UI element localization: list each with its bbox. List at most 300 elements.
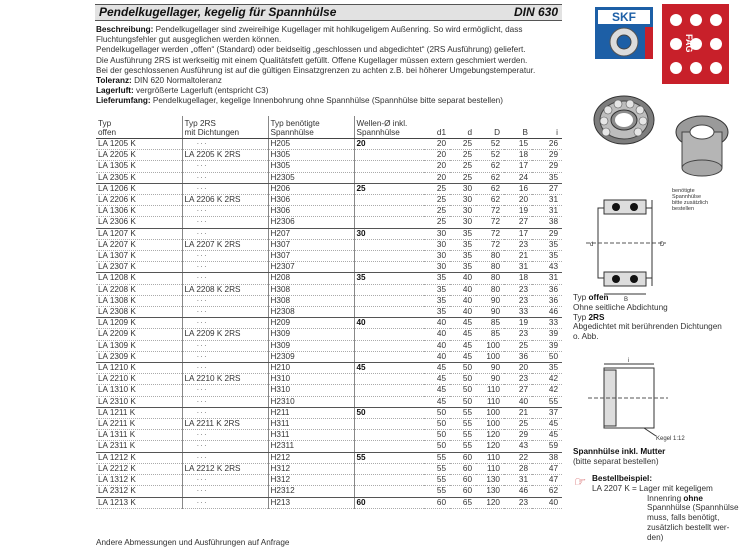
table-cell: 55 xyxy=(450,419,476,430)
table-cell: 25 xyxy=(450,139,476,150)
table-cell xyxy=(354,329,424,340)
table-cell: 36 xyxy=(532,295,562,306)
table-cell: H307 xyxy=(268,251,354,262)
description-line: Toleranz: DIN 620 Normaltoleranz xyxy=(96,76,222,86)
table-cell: 43 xyxy=(532,262,562,273)
table-cell: 18 xyxy=(504,273,532,284)
table-cell xyxy=(354,374,424,385)
table-cell: 45 xyxy=(424,396,450,407)
table-row xyxy=(96,195,562,206)
table-cell: 35 xyxy=(450,251,476,262)
table-cell: 38 xyxy=(532,217,562,228)
table-cell: 33 xyxy=(504,307,532,318)
table-cell: 22 xyxy=(504,452,532,463)
table-cell: 62 xyxy=(476,195,504,206)
table-cell: 30 xyxy=(424,228,450,239)
table-cell xyxy=(354,262,424,273)
table-cell: ··· xyxy=(182,318,268,329)
table-cell xyxy=(354,217,424,228)
page-title: Pendelkugellager, kegelig für Spannhülse xyxy=(99,5,337,19)
table-cell xyxy=(354,206,424,217)
table-row xyxy=(96,262,562,273)
table-cell: H2309 xyxy=(268,351,354,362)
table-cell xyxy=(354,396,424,407)
table-cell: 90 xyxy=(476,363,504,374)
table-cell: LA 1306 K xyxy=(96,206,182,217)
table-cell: 110 xyxy=(476,452,504,463)
table-cell: LA 2309 K xyxy=(96,351,182,362)
table-row xyxy=(96,486,562,497)
table-cell: ··· xyxy=(182,475,268,486)
table-cell: 24 xyxy=(504,172,532,183)
table-row xyxy=(96,329,562,340)
table-cell: 35 xyxy=(532,251,562,262)
table-cell: ··· xyxy=(182,228,268,239)
table-cell: 62 xyxy=(532,486,562,497)
table-cell: 21 xyxy=(504,407,532,418)
table-cell: ··· xyxy=(182,262,268,273)
table-cell: 40 xyxy=(450,273,476,284)
table-cell: 47 xyxy=(532,475,562,486)
table-row xyxy=(96,228,562,239)
table-cell: LA 1308 K xyxy=(96,295,182,306)
table-cell: 30 xyxy=(424,251,450,262)
table-cell: 40 xyxy=(450,307,476,318)
table-cell: 31 xyxy=(504,475,532,486)
table-cell: 50 xyxy=(450,363,476,374)
table-cell: 60 xyxy=(450,452,476,463)
table-cell: 20 xyxy=(424,139,450,150)
table-cell: ··· xyxy=(182,183,268,194)
table-cell: 29 xyxy=(504,430,532,441)
table-cell: LA 1307 K xyxy=(96,251,182,262)
table-cell: 25 xyxy=(450,150,476,161)
table-cell: H312 xyxy=(268,463,354,474)
table-cell: LA 1309 K xyxy=(96,340,182,351)
pointing-hand-icon: ☞ xyxy=(573,474,585,489)
table-cell: LA 2208 K xyxy=(96,284,182,295)
table-cell: 50 xyxy=(424,407,450,418)
table-row xyxy=(96,463,562,474)
bearing-cross-section-diagram xyxy=(580,186,736,302)
din-label: DIN 630 xyxy=(513,5,558,19)
table-cell: 28 xyxy=(504,463,532,474)
table-cell: 55 xyxy=(354,452,424,463)
table-cell: H209 xyxy=(268,318,354,329)
table-cell: 23 xyxy=(504,239,532,250)
table-cell: 50 xyxy=(424,441,450,452)
table-cell: 45 xyxy=(450,351,476,362)
table-cell: 46 xyxy=(504,486,532,497)
table-cell: 25 xyxy=(424,206,450,217)
table-cell: 50 xyxy=(450,374,476,385)
table-cell: LA 2305 K xyxy=(96,172,182,183)
table-cell: ··· xyxy=(182,139,268,150)
table-cell: LA 2212 K 2RS xyxy=(182,463,268,474)
table-cell: 20 xyxy=(504,363,532,374)
table-cell: LA 1213 K xyxy=(96,497,182,508)
table-cell: H213 xyxy=(268,497,354,508)
table-row xyxy=(96,239,562,250)
table-cell: ··· xyxy=(182,385,268,396)
table-cell: 42 xyxy=(532,374,562,385)
table-cell: 72 xyxy=(476,228,504,239)
table-cell: 20 xyxy=(354,139,424,150)
table-row xyxy=(96,441,562,452)
description-line: Bei der geschlossenen Ausführung ist auf die gültigen Einsatzgrenzen zu achten z.B. bei höherer Umgebungstemperatur. xyxy=(96,65,536,75)
table-cell: 90 xyxy=(476,374,504,385)
skf-logo: SKF xyxy=(612,10,636,24)
table-cell: 30 xyxy=(450,206,476,217)
table-cell xyxy=(354,161,424,172)
kegel-label: Kegel 1:12 xyxy=(656,436,685,442)
table-cell: ··· xyxy=(182,351,268,362)
table-row xyxy=(96,206,562,217)
table-cell: ··· xyxy=(182,452,268,463)
table-cell: 55 xyxy=(424,486,450,497)
table-cell: 36 xyxy=(504,351,532,362)
table-row xyxy=(96,497,562,508)
diagram-note-line2: Spannhülse xyxy=(672,194,702,200)
table-cell: 23 xyxy=(504,329,532,340)
table-cell: 30 xyxy=(424,262,450,273)
table-cell: 100 xyxy=(476,351,504,362)
table-cell: 47 xyxy=(532,463,562,474)
table-cell: 80 xyxy=(476,262,504,273)
table-header-row xyxy=(96,116,562,139)
table-cell: 50 xyxy=(450,396,476,407)
table-cell: 23 xyxy=(504,284,532,295)
table-cell: 80 xyxy=(476,284,504,295)
table-cell: LA 2311 K xyxy=(96,441,182,452)
fag-pattern xyxy=(670,14,722,74)
table-cell: 85 xyxy=(476,318,504,329)
table-cell xyxy=(354,172,424,183)
table-cell: 65 xyxy=(450,497,476,508)
diagram-note-line1: benötigte xyxy=(672,188,695,194)
table-cell: 60 xyxy=(450,486,476,497)
table-cell: ··· xyxy=(182,340,268,351)
table-row xyxy=(96,273,562,284)
table-cell: 40 xyxy=(532,497,562,508)
footer-note: Andere Abmessungen und Ausführungen auf Anfrage xyxy=(96,538,290,547)
table-cell xyxy=(354,430,424,441)
table-cell: 25 xyxy=(450,161,476,172)
table-cell: H2306 xyxy=(268,217,354,228)
table-cell: H308 xyxy=(268,295,354,306)
table-cell: H2310 xyxy=(268,396,354,407)
table-cell: ··· xyxy=(182,396,268,407)
table-cell: 72 xyxy=(476,239,504,250)
table-cell: 62 xyxy=(476,172,504,183)
table-cell: 45 xyxy=(532,430,562,441)
table-cell: H211 xyxy=(268,407,354,418)
order-example: Bestellbeispiel: LA 2207 K = Lager mit kegeligem Innenring ohne Spannhülse (Spannhülse muss, falls benötigt, zusätzlich bestellt wer- den) xyxy=(592,474,739,542)
table-cell: 110 xyxy=(476,396,504,407)
table-cell: ··· xyxy=(182,217,268,228)
table-cell: LA 1205 K xyxy=(96,139,182,150)
table-cell: H307 xyxy=(268,239,354,250)
table-cell: 55 xyxy=(424,463,450,474)
col-typ-2rs: Typ 2RS mit Dichtungen xyxy=(182,116,268,139)
table-cell: 40 xyxy=(424,340,450,351)
table-cell: ··· xyxy=(182,441,268,452)
table-cell: 40 xyxy=(354,318,424,329)
table-cell: 26 xyxy=(532,139,562,150)
table-cell: LA 2205 K xyxy=(96,150,182,161)
table-cell xyxy=(354,195,424,206)
table-cell: H207 xyxy=(268,228,354,239)
table-row xyxy=(96,295,562,306)
table-cell: ··· xyxy=(182,251,268,262)
table-cell: LA 1312 K xyxy=(96,475,182,486)
table-cell: 20 xyxy=(424,172,450,183)
table-cell xyxy=(354,307,424,318)
table-cell: 46 xyxy=(532,307,562,318)
table-cell: H206 xyxy=(268,183,354,194)
col-i: i xyxy=(532,116,562,139)
table-cell: 62 xyxy=(476,183,504,194)
table-cell: 33 xyxy=(532,318,562,329)
table-cell: 120 xyxy=(476,441,504,452)
table-cell: 40 xyxy=(450,295,476,306)
table-cell: 27 xyxy=(504,217,532,228)
bearing-table xyxy=(96,116,562,509)
table-row xyxy=(96,251,562,262)
table-cell: 55 xyxy=(450,407,476,418)
table-cell: H310 xyxy=(268,374,354,385)
col-B: B xyxy=(504,116,532,139)
table-cell: H306 xyxy=(268,195,354,206)
table-cell: 45 xyxy=(424,374,450,385)
table-cell: 130 xyxy=(476,486,504,497)
table-row xyxy=(96,150,562,161)
table-row xyxy=(96,430,562,441)
table-cell xyxy=(354,295,424,306)
table-cell: LA 2307 K xyxy=(96,262,182,273)
table-cell: H308 xyxy=(268,284,354,295)
table-cell: 31 xyxy=(532,195,562,206)
table-cell: H309 xyxy=(268,340,354,351)
table-cell: ··· xyxy=(182,161,268,172)
table-cell: LA 1212 K xyxy=(96,452,182,463)
table-cell: 30 xyxy=(450,217,476,228)
table-cell: LA 2312 K xyxy=(96,486,182,497)
table-cell: 20 xyxy=(424,161,450,172)
table-cell: 27 xyxy=(532,183,562,194)
table-row xyxy=(96,407,562,418)
table-cell: LA 1209 K xyxy=(96,318,182,329)
table-row xyxy=(96,161,562,172)
table-cell xyxy=(354,284,424,295)
table-cell: LA 2310 K xyxy=(96,396,182,407)
table-cell: 38 xyxy=(532,452,562,463)
table-cell: H305 xyxy=(268,150,354,161)
table-cell: 16 xyxy=(504,183,532,194)
table-cell: 35 xyxy=(532,363,562,374)
table-cell: H2312 xyxy=(268,486,354,497)
svg-text:i: i xyxy=(628,358,630,364)
table-cell xyxy=(354,150,424,161)
table-row xyxy=(96,452,562,463)
table-cell: 18 xyxy=(504,150,532,161)
table-cell: LA 2211 K xyxy=(96,419,182,430)
table-row xyxy=(96,396,562,407)
table-cell: 40 xyxy=(424,329,450,340)
bearing-photo xyxy=(588,88,660,152)
col-d1: d1 xyxy=(424,116,450,139)
table-cell: 90 xyxy=(476,295,504,306)
table-cell: 80 xyxy=(476,251,504,262)
table-cell: H2311 xyxy=(268,441,354,452)
table-cell: 35 xyxy=(424,273,450,284)
table-row xyxy=(96,475,562,486)
fag-logo: FAG xyxy=(684,34,694,53)
table-cell: H309 xyxy=(268,329,354,340)
col-typ-offen: Typ offen xyxy=(96,116,182,139)
table-cell: 45 xyxy=(450,340,476,351)
table-cell: 40 xyxy=(504,396,532,407)
description-line: Fluchtungsfehler gut ausgeglichen werden können. xyxy=(96,35,282,45)
table-cell: 55 xyxy=(532,396,562,407)
table-cell: 90 xyxy=(476,307,504,318)
table-cell xyxy=(354,239,424,250)
svg-text:D: D xyxy=(660,242,665,248)
table-row xyxy=(96,217,562,228)
table-cell: 60 xyxy=(450,463,476,474)
table-cell: 50 xyxy=(424,430,450,441)
table-cell: 17 xyxy=(504,161,532,172)
table-cell: 20 xyxy=(424,150,450,161)
table-cell: H2308 xyxy=(268,307,354,318)
table-cell: LA 2210 K 2RS xyxy=(182,374,268,385)
table-cell: 45 xyxy=(450,329,476,340)
table-cell: 130 xyxy=(476,475,504,486)
table-cell: 52 xyxy=(476,139,504,150)
table-cell: 17 xyxy=(504,228,532,239)
table-cell: 31 xyxy=(532,273,562,284)
table-cell: 35 xyxy=(424,295,450,306)
table-cell: 120 xyxy=(476,497,504,508)
diagram-note-line3: bitte zusätzlich xyxy=(672,200,709,206)
type-legend: Typ offen Ohne seitliche Abdichtung Typ 2RS Abgedichtet mit berührenden Dichtungen o. Abb. xyxy=(573,293,722,342)
table-cell xyxy=(354,385,424,396)
table-cell: 40 xyxy=(424,351,450,362)
table-cell: 45 xyxy=(450,318,476,329)
table-cell: 31 xyxy=(504,262,532,273)
table-cell: 39 xyxy=(532,329,562,340)
table-cell: 25 xyxy=(504,340,532,351)
table-cell: H310 xyxy=(268,385,354,396)
table-cell: 30 xyxy=(354,228,424,239)
table-cell: 45 xyxy=(532,419,562,430)
table-cell: 25 xyxy=(450,172,476,183)
table-cell xyxy=(354,351,424,362)
table-cell: 60 xyxy=(354,497,424,508)
table-cell: 35 xyxy=(532,172,562,183)
table-cell: ··· xyxy=(182,430,268,441)
col-D: D xyxy=(476,116,504,139)
table-cell: ··· xyxy=(182,295,268,306)
table-cell: 29 xyxy=(532,150,562,161)
skf-box-image xyxy=(595,7,653,59)
table-cell: 42 xyxy=(532,385,562,396)
table-cell: 50 xyxy=(354,407,424,418)
table-cell: 35 xyxy=(450,228,476,239)
table-cell: LA 1211 K xyxy=(96,407,182,418)
table-cell: ··· xyxy=(182,273,268,284)
table-cell: H2307 xyxy=(268,262,354,273)
table-cell: ··· xyxy=(182,307,268,318)
table-cell xyxy=(354,486,424,497)
table-cell: LA 1305 K xyxy=(96,161,182,172)
table-cell: ··· xyxy=(182,172,268,183)
table-row xyxy=(96,419,562,430)
table-cell: H305 xyxy=(268,161,354,172)
table-cell: 19 xyxy=(504,318,532,329)
table-cell: 31 xyxy=(532,206,562,217)
table-cell: 35 xyxy=(354,273,424,284)
table-cell: ··· xyxy=(182,363,268,374)
fag-box-image xyxy=(662,4,729,84)
table-cell: H306 xyxy=(268,206,354,217)
table-cell: LA 2207 K xyxy=(96,239,182,250)
table-cell: H205 xyxy=(268,139,354,150)
table-cell: LA 1207 K xyxy=(96,228,182,239)
diagram-note-line4: bestellen xyxy=(672,206,695,212)
table-cell: 60 xyxy=(424,497,450,508)
table-cell: 35 xyxy=(450,262,476,273)
table-row xyxy=(96,183,562,194)
table-cell: 80 xyxy=(476,273,504,284)
table-cell: 55 xyxy=(424,475,450,486)
table-cell: 36 xyxy=(532,284,562,295)
table-cell: 25 xyxy=(424,195,450,206)
table-cell: LA 2208 K 2RS xyxy=(182,284,268,295)
table-cell: 30 xyxy=(424,239,450,250)
col-d: d xyxy=(450,116,476,139)
table-cell: 120 xyxy=(476,430,504,441)
table-cell: 100 xyxy=(476,407,504,418)
table-cell: LA 2306 K xyxy=(96,217,182,228)
table-cell: ··· xyxy=(182,407,268,418)
description-line: Die Ausführung 2RS ist werkseitig mit einem Qualitätsfett gefüllt. Offene Kugellager müssen extern geschmiert werden. xyxy=(96,55,528,65)
sleeve-diagram xyxy=(582,356,692,442)
table-cell: LA 2308 K xyxy=(96,307,182,318)
table-cell xyxy=(354,463,424,474)
sleeve-caption: Spannhülse inkl. Mutter (bitte separat bestellen) xyxy=(573,447,666,466)
table-cell: 23 xyxy=(504,497,532,508)
table-cell: 43 xyxy=(504,441,532,452)
table-cell: 23 xyxy=(504,374,532,385)
table-cell: H311 xyxy=(268,419,354,430)
table-cell: H311 xyxy=(268,430,354,441)
table-cell: 39 xyxy=(532,340,562,351)
table-cell: H210 xyxy=(268,363,354,374)
table-cell: ··· xyxy=(182,486,268,497)
table-cell: 25 xyxy=(424,183,450,194)
table-cell: 50 xyxy=(424,419,450,430)
table-cell xyxy=(354,441,424,452)
table-row xyxy=(96,318,562,329)
table-cell xyxy=(354,251,424,262)
table-cell: 72 xyxy=(476,217,504,228)
description-line: Beschreibung: Pendelkugellager sind zweireihige Kugellager mit hohlkugeligem Außenring. So wird ermöglicht, dass xyxy=(96,25,523,34)
table-cell: 45 xyxy=(354,363,424,374)
table-cell: 35 xyxy=(450,239,476,250)
table-cell: LA 2211 K 2RS xyxy=(182,419,268,430)
table-cell: H212 xyxy=(268,452,354,463)
